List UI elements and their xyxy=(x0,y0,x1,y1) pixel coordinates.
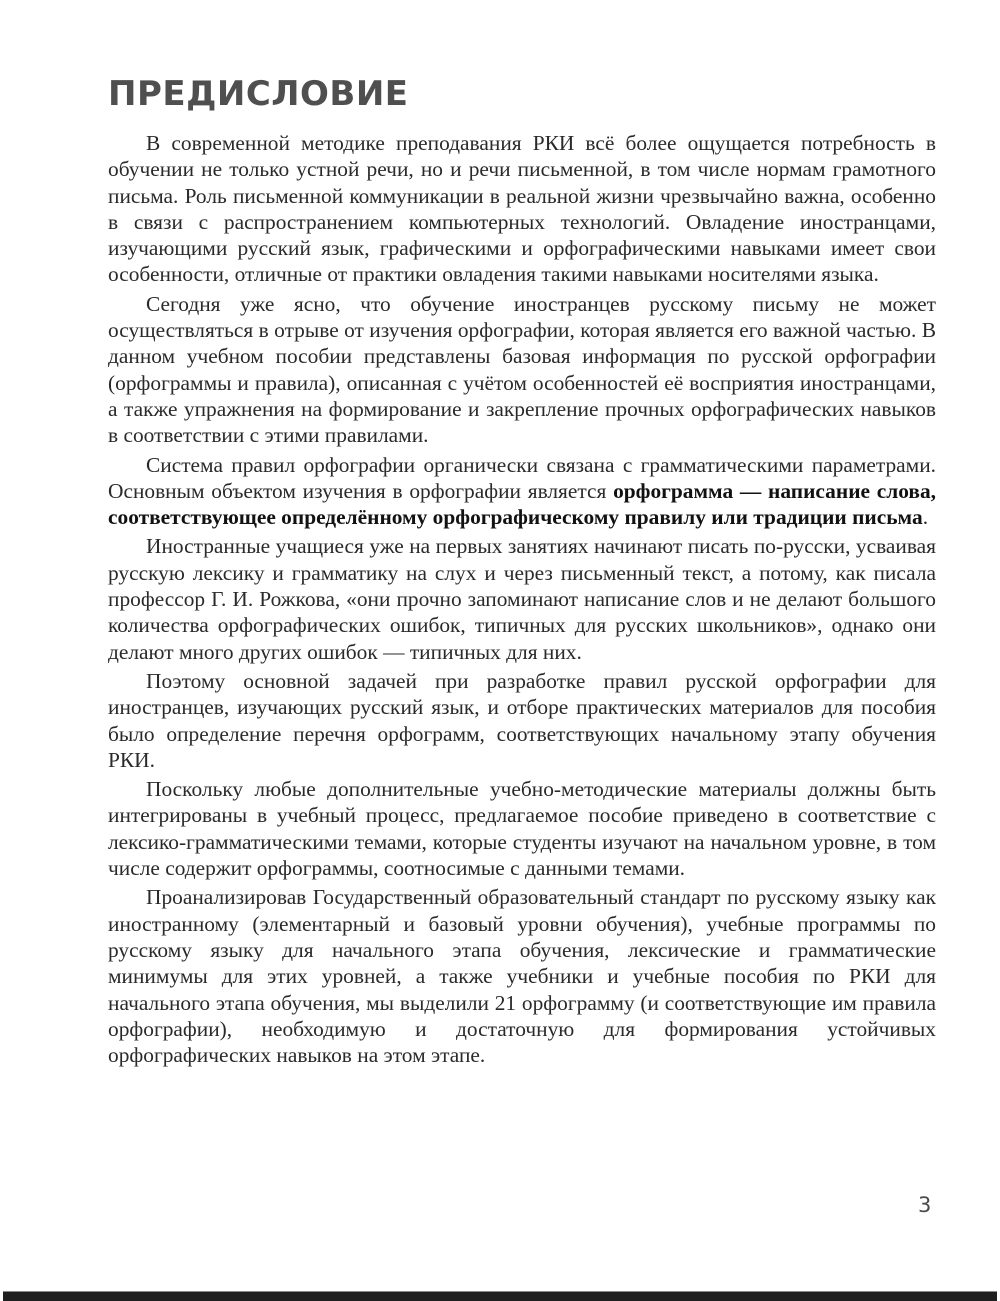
paragraph-1: В современной методике преподавания РКИ всё более ощущается потребность в обучении не только устной речи, но и речи письменной, в том числе нормам грамотного письма. Роль письменной коммуникации в реальной жизни чрезвычайно важна, особенно в связи с распространением компьютерных технологий. Овладение иностранцами, изучающими русский язык, графическими и орфографическими навыками имеет свои особенности, отличные от практики овладения такими навыками носителями языка. xyxy=(108,131,936,287)
paragraph-4: Иностранные учащиеся уже на первых занятиях начинают писать по-русски, усваивая русскую лексику и грамматику на слух и через письменный текст, а потому, как писала профессор Г. И. Рожкова, «они прочно запоминают написание слов и не делают большого количества орфографических ошибок, типичных для русских школьников», однако они делают много других ошибок — типичных для них. xyxy=(108,534,936,664)
paragraph-3-text: Система правил орфографии органически связана с грамматическими параметрами. Основным объектом изучения в орфографии является xyxy=(108,452,936,503)
paragraph-2: Сегодня уже ясно, что обучение иностранцев русскому письму не может осуществляться в отрыве от изучения орфографии, которая является его важной частью. В данном учебном пособии представлены базовая информация по русской орфографии (орфограммы и правила), описанная с учётом особенностей её восприятия иностранцами, а также упражнения на формирование и закрепление прочных орфографических навыков в соответствии с этими правилами. xyxy=(108,291,936,448)
paragraph-3 xyxy=(108,452,936,531)
definition-bold-text: орфограмма — написание слова, соответствующее определённому орфографическому правилу или традиции письма xyxy=(108,478,936,530)
paragraph-7: Проанализировав Государственный образовательный стандарт по русскому языку как иностранному (элементарный и базовый уровни обучения), учебные программы по русскому языку для начального этапа обучения, лексические и грамматические минимумы для этих уровней, а также учебники и учебные пособия по РКИ для начального этапа обучения, мы выделили 21 орфограмму (и соответствующие им правила орфографии), необходимую и достаточную для формирования устойчивых орфографических навыков на этом этапе. xyxy=(108,885,936,1068)
page-number: 3 xyxy=(918,1193,932,1217)
paragraph-5: Поэтому основной задачей при разработке правил русской орфографии для иностранцев, изучающих русский язык, и отборе практических материалов для пособия было определение перечня орфограмм, соответствующих начальному этапу обучения РКИ. xyxy=(108,668,936,772)
paragraph-3-end: . xyxy=(922,505,929,530)
page-title: ПРЕДИСЛОВИЕ xyxy=(108,74,409,114)
paragraph-6: Поскольку любые дополнительные учебно-методические материалы должны быть интегрированы в учебный процесс, предлагаемое пособие приведено в соответствие с лексико-грамматическими темами, которые студенты изучают на начальном уровне, в том числе содержит орфограммы, соотносимые с данными темами. xyxy=(108,777,936,881)
document-page xyxy=(108,72,936,1071)
